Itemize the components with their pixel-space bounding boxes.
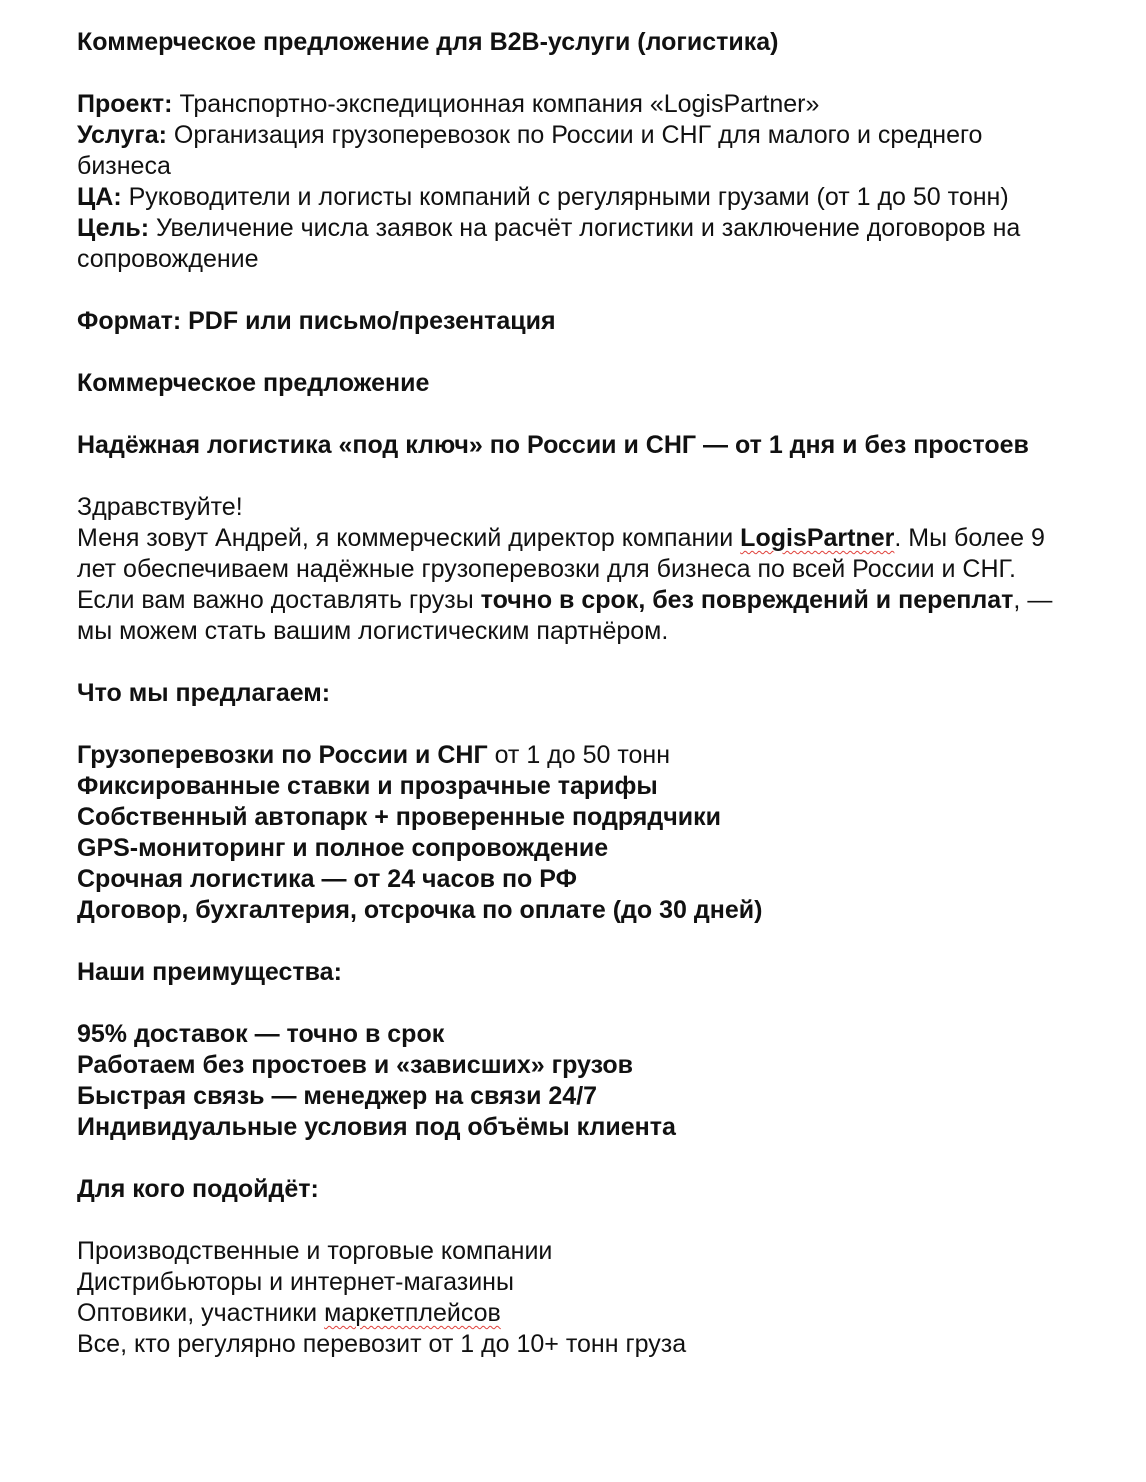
meta-audience [77, 182, 1067, 213]
document-title: Коммерческое предложение для B2B-услуги (логистика) [77, 28, 779, 56]
offer-item-rest: от 1 до 50 тонн [487, 741, 671, 769]
offer-item-bold: Грузоперевозки по России и СНГ [77, 741, 488, 769]
audience-item [77, 1298, 1067, 1329]
format-line: Формат: PDF или письмо/презентация [77, 307, 556, 335]
spacer [77, 58, 1067, 89]
advantage-item: Быстрая связь — менеджер на связи 24/7 [77, 1082, 598, 1110]
value-text-bold: точно в срок, без повреждений и переплат [480, 586, 1014, 614]
audience-item-text: Оптовики, участники [77, 1299, 325, 1327]
value-text-start: Если вам важно доставлять грузы [77, 586, 481, 614]
meta-audience-value: Руководители и логисты компаний с регулярными грузами (от 1 до 50 тонн) [121, 183, 1009, 211]
spacer [77, 275, 1067, 306]
section-title: Коммерческое предложение [77, 369, 430, 397]
offer-item: Собственный автопарк + проверенные подрядчики [77, 803, 722, 831]
spellcheck-flagged-word: маркетплейсов [324, 1299, 501, 1327]
offer-item: Фиксированные ставки и прозрачные тарифы [77, 772, 658, 800]
intro-paragraph [77, 523, 1067, 585]
advantage-item: Индивидуальные условия под объёмы клиента [77, 1113, 676, 1141]
advantage-item: 95% доставок — точно в срок [77, 1020, 445, 1048]
spacer [77, 337, 1067, 368]
meta-service-label: Услуга: [77, 121, 167, 149]
offer-heading: Что мы предлагаем: [77, 679, 331, 707]
audience-heading: Для кого подойдёт: [77, 1175, 319, 1203]
offer-item: Договор, бухгалтерия, отсрочка по оплате (до 30 дней) [77, 896, 763, 924]
document-body [77, 27, 1067, 1360]
intro-text-end: . Мы более 9 лет обеспечиваем надёжные грузоперевозки для бизнеса по всей России и СНГ. [77, 524, 1045, 583]
spacer [77, 988, 1067, 1019]
spacer [77, 1205, 1067, 1236]
audience-item: Все, кто регулярно перевозит от 1 до 10+ тонн груза [77, 1330, 687, 1358]
spacer [77, 647, 1067, 678]
meta-goal [77, 213, 1067, 275]
meta-project-label: Проект: [77, 90, 173, 118]
meta-service [77, 120, 1067, 182]
intro-text-start: Меня зовут Андрей, я коммерческий директор компании [77, 524, 741, 552]
audience-item: Производственные и торговые компании [77, 1237, 553, 1265]
advantage-item: Работаем без простоев и «зависших» грузов [77, 1051, 634, 1079]
value-text-end: , — мы можем стать вашим логистическим партнёром. [77, 586, 1053, 645]
greeting: Здравствуйте! [77, 493, 243, 521]
spacer [77, 461, 1067, 492]
meta-goal-value: Увеличение числа заявок на расчёт логистики и заключение договоров на сопровождение [77, 214, 1021, 273]
advantages-heading: Наши преимущества: [77, 958, 342, 986]
spacer [77, 1143, 1067, 1174]
offer-item [77, 740, 1067, 771]
value-paragraph [77, 585, 1067, 647]
spacer [77, 709, 1067, 740]
meta-project [77, 89, 1067, 120]
meta-service-value: Организация грузоперевозок по России и СНГ для малого и среднего бизнеса [77, 121, 983, 180]
offer-item: Срочная логистика — от 24 часов по РФ [77, 865, 577, 893]
offer-item: GPS-мониторинг и полное сопровождение [77, 834, 609, 862]
meta-audience-label: ЦА: [77, 183, 122, 211]
spacer [77, 399, 1067, 430]
headline: Надёжная логистика «под ключ» по России и СНГ — от 1 дня и без простоев [77, 431, 1029, 459]
audience-item: Дистрибьюторы и интернет-магазины [77, 1268, 514, 1296]
brand-name: LogisPartner [740, 524, 895, 552]
spacer [77, 926, 1067, 957]
meta-project-value: Транспортно-экспедиционная компания «LogisPartner» [172, 90, 820, 118]
meta-goal-label: Цель: [77, 214, 150, 242]
